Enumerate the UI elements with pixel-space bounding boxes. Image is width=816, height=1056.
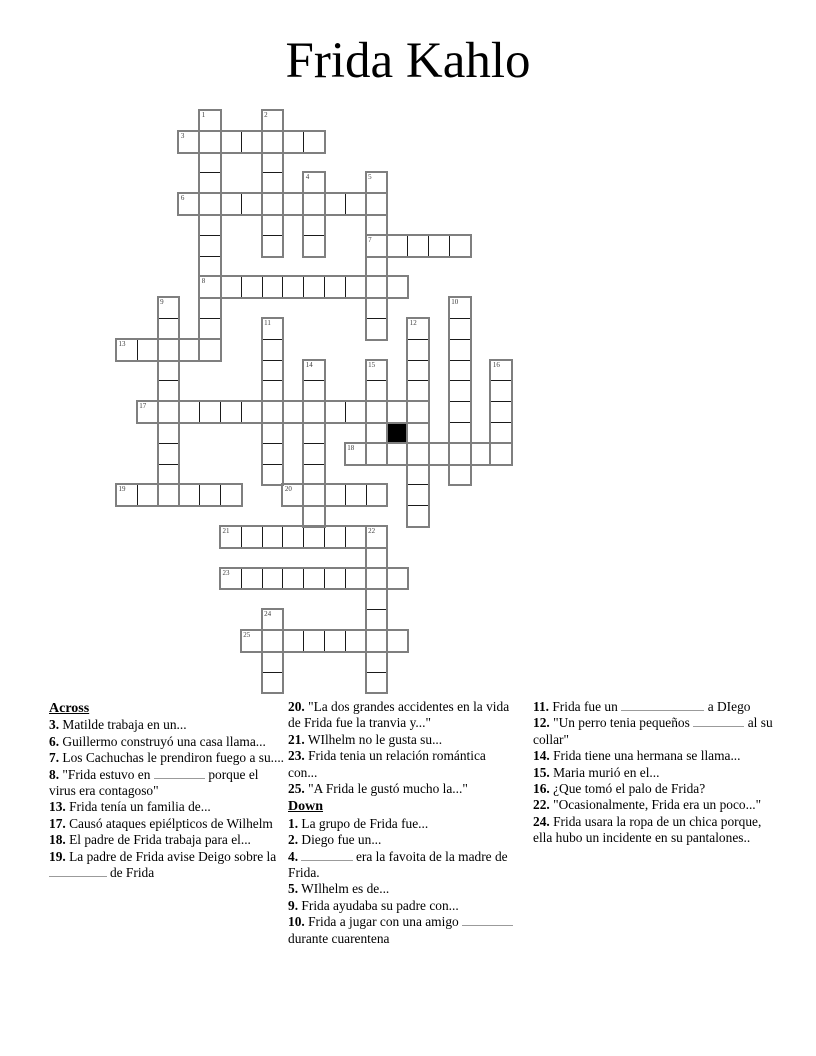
grid-cell[interactable] (366, 672, 388, 694)
grid-cell[interactable] (116, 339, 138, 361)
clue-15: 15. Maria murió en el... (533, 764, 660, 780)
clue-21: 21. WIlhelm no le gusta su... (288, 731, 443, 747)
grid-cell[interactable] (220, 193, 242, 215)
clue-2: 2. Diego fue un... (288, 832, 382, 848)
cell-number: 7 (368, 235, 372, 244)
grid-cell[interactable] (282, 568, 304, 590)
grid-cell[interactable] (407, 443, 429, 465)
grid-cell[interactable] (199, 214, 221, 236)
grid-cell[interactable] (158, 380, 180, 402)
black-cell (386, 422, 408, 444)
grid-cell[interactable] (158, 318, 180, 340)
grid-cell[interactable] (303, 193, 325, 215)
clue-number: 5. (288, 881, 299, 897)
clue-number: 6. (49, 733, 60, 749)
grid-cell[interactable] (470, 443, 492, 465)
answer-blank (462, 914, 513, 926)
grid-cell[interactable] (449, 401, 471, 423)
grid-cell[interactable] (366, 526, 388, 548)
cell-number: 17 (139, 402, 147, 411)
grid-cell[interactable] (158, 401, 180, 423)
grid-cell[interactable] (366, 297, 388, 319)
grid-cell[interactable] (178, 484, 200, 506)
clue-13: 13. Frida tenía un familia de... (49, 799, 211, 815)
grid-cell[interactable] (345, 484, 367, 506)
grid-cell[interactable] (366, 401, 388, 423)
grid-cell[interactable] (366, 484, 388, 506)
clue-5: 5. WIlhelm es de... (288, 881, 390, 897)
grid-cell[interactable] (116, 484, 138, 506)
grid-cell[interactable] (303, 172, 325, 194)
grid-cell[interactable] (345, 568, 367, 590)
grid-cell[interactable] (407, 339, 429, 361)
grid-cell[interactable] (178, 401, 200, 423)
clue-number: 2. (288, 832, 299, 848)
clue-number: 10. (288, 914, 305, 930)
grid-cell[interactable] (324, 401, 346, 423)
grid-cell[interactable] (490, 443, 512, 465)
grid-cell[interactable] (241, 276, 263, 298)
grid-cell[interactable] (178, 193, 200, 215)
grid-cell[interactable] (262, 464, 284, 486)
clue-3: 3. Matilde trabaja en un... (49, 717, 187, 733)
grid-cell[interactable] (366, 443, 388, 465)
grid-cell[interactable] (303, 443, 325, 465)
grid-cell[interactable] (449, 360, 471, 382)
grid-cell[interactable] (220, 401, 242, 423)
clue-20: 20. "La dos grandes accidentes en la vida de Frida fue la tranvia y..." (288, 699, 510, 731)
clue-number: 20. (288, 699, 305, 714)
grid-cell[interactable] (386, 568, 408, 590)
grid-cell[interactable] (449, 235, 471, 257)
grid-cell[interactable] (407, 235, 429, 257)
clue-number: 13. (49, 799, 66, 815)
grid-cell[interactable] (262, 110, 284, 132)
grid-cell[interactable] (262, 630, 284, 652)
answer-blank (301, 849, 352, 861)
grid-cell[interactable] (449, 318, 471, 340)
grid-cell[interactable] (262, 401, 284, 423)
grid-cell[interactable] (220, 276, 242, 298)
grid-cell[interactable] (303, 235, 325, 257)
grid-cell[interactable] (303, 422, 325, 444)
grid-cell[interactable] (262, 131, 284, 153)
clue-column-left (49, 699, 285, 881)
grid-cell[interactable] (303, 484, 325, 506)
grid-cell[interactable] (366, 172, 388, 194)
clue-4: 4. era la favoita de la madre de Frida. (288, 848, 508, 881)
answer-blank (621, 699, 704, 711)
grid-cell[interactable] (366, 276, 388, 298)
cell-number: 3 (180, 131, 185, 140)
cell-number: 18 (347, 443, 355, 452)
grid-cell[interactable] (345, 401, 367, 423)
grid-cell[interactable] (407, 380, 429, 402)
clue-column-middle (288, 699, 516, 947)
cell-number: 10 (451, 298, 459, 307)
grid-cell[interactable] (407, 422, 429, 444)
clue-9: 9. Frida ayudaba su padre con... (288, 897, 459, 913)
grid-cell[interactable] (241, 526, 263, 548)
clue-6: 6. Guillermo construyó una casa llama... (49, 733, 266, 749)
clue-10: 10. Frida a jugar con una amigo durante cuarentena (288, 914, 516, 947)
grid-cell[interactable] (428, 443, 450, 465)
cell-number: 1 (201, 111, 206, 119)
cell-number: 21 (222, 527, 230, 535)
grid-cell[interactable] (449, 443, 471, 465)
grid-cell[interactable] (262, 339, 284, 361)
grid-cell[interactable] (386, 443, 408, 465)
grid-cell[interactable] (199, 193, 221, 215)
grid-cell[interactable] (386, 401, 408, 423)
grid-cell[interactable] (366, 380, 388, 402)
grid-cell[interactable] (241, 131, 263, 153)
answer-blank (693, 715, 744, 727)
grid-cell[interactable] (366, 422, 388, 444)
grid-cell[interactable] (262, 360, 284, 382)
clue-14: 14. Frida tiene una hermana se llama... (533, 748, 741, 764)
cell-number: 13 (118, 339, 126, 348)
clue-number: 8. (49, 766, 60, 782)
grid-cell[interactable] (407, 505, 429, 527)
clue-7: 7. Los Cachuchas le prendiron fuego a su.... (49, 750, 285, 766)
grid-cell[interactable] (137, 484, 159, 506)
clue-number: 22. (533, 797, 550, 813)
clue-number: 18. (49, 832, 66, 848)
grid-cell[interactable] (262, 318, 284, 340)
grid-cell[interactable] (386, 235, 408, 257)
grid-cell[interactable] (199, 297, 221, 319)
grid-cell[interactable] (324, 526, 346, 548)
grid-cell[interactable] (282, 401, 304, 423)
grid-cell[interactable] (282, 526, 304, 548)
clue-17: 17. Causó ataques epiélpticos de Wilhelm (49, 815, 273, 831)
grid-cell[interactable] (137, 339, 159, 361)
cell-number: 11 (264, 319, 271, 327)
grid-cell[interactable] (345, 630, 367, 652)
grid-cell[interactable] (282, 193, 304, 215)
grid-cell[interactable] (158, 422, 180, 444)
clue-number: 9. (288, 897, 299, 913)
grid-cell[interactable] (158, 360, 180, 382)
clue-number: 19. (49, 848, 66, 864)
grid-cell[interactable] (449, 464, 471, 486)
cell-number: 20 (284, 485, 292, 494)
grid-cell[interactable] (303, 630, 325, 652)
clue-number: 3. (49, 717, 60, 733)
grid-cell[interactable] (303, 360, 325, 382)
clue-23: 23. Frida tenia un relación romántica con... (288, 748, 486, 780)
cell-number: 4 (305, 173, 310, 182)
grid-cell[interactable] (490, 360, 512, 382)
grid-cell[interactable] (490, 401, 512, 423)
grid-cell[interactable] (324, 568, 346, 590)
grid-cell[interactable] (241, 401, 263, 423)
grid-cell[interactable] (241, 630, 263, 652)
cell-number: 9 (160, 298, 164, 307)
clue-number: 4. (288, 848, 299, 864)
clue-18: 18. El padre de Frida trabaja para el... (49, 832, 251, 848)
grid-cell[interactable] (241, 568, 263, 590)
grid-cell[interactable] (282, 630, 304, 652)
grid-cell[interactable] (262, 568, 284, 590)
cell-number: 25 (243, 631, 251, 639)
grid-cell[interactable] (303, 568, 325, 590)
cell-number: 23 (222, 568, 230, 577)
cell-number: 5 (368, 173, 372, 182)
cell-number: 22 (368, 527, 376, 535)
grid-cell[interactable] (366, 256, 388, 278)
grid-cell[interactable] (386, 276, 408, 298)
grid-cell[interactable] (490, 380, 512, 402)
grid-cell[interactable] (407, 401, 429, 423)
clue-number: 17. (49, 815, 66, 831)
clue-25: 25. "A Frida le gustó mucho la..." (288, 781, 468, 797)
grid-cell[interactable] (449, 380, 471, 402)
grid-cell[interactable] (449, 297, 471, 319)
grid-cell[interactable] (366, 214, 388, 236)
grid-cell[interactable] (366, 568, 388, 590)
grid-cell[interactable] (303, 214, 325, 236)
grid-cell[interactable] (262, 214, 284, 236)
clue-11: 11. Frida fue un a DIego (533, 699, 751, 714)
grid-cell[interactable] (199, 110, 221, 132)
grid-cell[interactable] (199, 152, 221, 174)
page-title: Frida Kahlo (285, 33, 531, 89)
grid-cell[interactable] (282, 131, 304, 153)
clue-number: 1. (288, 815, 299, 831)
grid-cell[interactable] (366, 651, 388, 673)
clue-16: 16. ¿Que tomó el palo de Frida? (533, 781, 706, 797)
grid-cell[interactable] (220, 526, 242, 548)
grid-cell[interactable] (366, 547, 388, 569)
grid-cell[interactable] (366, 630, 388, 652)
grid-cell[interactable] (449, 339, 471, 361)
clue-number: 23. (288, 748, 305, 764)
cell-number: 14 (305, 360, 313, 369)
clue-number: 11. (533, 699, 549, 714)
grid-cell[interactable] (345, 276, 367, 298)
answer-blank (154, 767, 205, 779)
clue-column-right (533, 699, 783, 847)
grid-cell[interactable] (199, 484, 221, 506)
grid-cell[interactable] (199, 256, 221, 278)
grid-cell[interactable] (262, 526, 284, 548)
clue-number: 14. (533, 748, 550, 764)
grid-cell[interactable] (241, 193, 263, 215)
clue-1: 1. La grupo de Frida fue... (288, 815, 429, 831)
grid-cell[interactable] (220, 568, 242, 590)
grid-cell[interactable] (158, 339, 180, 361)
clue-number: 15. (533, 764, 550, 780)
grid-cell[interactable] (262, 380, 284, 402)
grid-cell[interactable] (262, 152, 284, 174)
grid-cell[interactable] (324, 630, 346, 652)
cell-number: 6 (180, 194, 185, 203)
grid-cell[interactable] (303, 276, 325, 298)
grid-cell[interactable] (199, 339, 221, 361)
clue-number: 25. (288, 781, 305, 797)
grid-cell[interactable] (262, 609, 284, 631)
crossword-grid[interactable] (116, 110, 512, 693)
grid-cell[interactable] (262, 422, 284, 444)
grid-cell[interactable] (324, 276, 346, 298)
grid-cell[interactable] (366, 318, 388, 340)
grid-cell[interactable] (220, 484, 242, 506)
grid-cell[interactable] (366, 235, 388, 257)
grid-cell[interactable] (428, 235, 450, 257)
clue-number: 24. (533, 813, 550, 829)
grid-cell[interactable] (345, 193, 367, 215)
clue-8: 8. "Frida estuvo en porque el virus era contagoso" (49, 766, 259, 799)
grid-cell[interactable] (449, 422, 471, 444)
grid-cell[interactable] (199, 318, 221, 340)
cell-number: 24 (264, 610, 272, 619)
clue-number: 12. (533, 715, 550, 731)
grid-cell[interactable] (262, 172, 284, 194)
grid-cell[interactable] (345, 526, 367, 548)
grid-cell[interactable] (262, 651, 284, 673)
clue-12: 12. "Un perro tenia pequeños al su collar" (533, 715, 773, 747)
grid-cell[interactable] (262, 276, 284, 298)
grid-cell[interactable] (324, 193, 346, 215)
grid-cell[interactable] (366, 360, 388, 382)
grid-cell[interactable] (137, 401, 159, 423)
grid-cell[interactable] (199, 235, 221, 257)
grid-cell[interactable] (262, 443, 284, 465)
clue-24: 24. Frida usara la ropa de un chica porque, ella hubo un incidente en su pantalones.. (533, 813, 762, 846)
down-header: Down (288, 799, 324, 815)
grid-cell[interactable] (158, 297, 180, 319)
grid-cell[interactable] (303, 464, 325, 486)
grid-cell[interactable] (303, 131, 325, 153)
grid-cell[interactable] (345, 443, 367, 465)
grid-cell[interactable] (282, 276, 304, 298)
clue-number: 21. (288, 731, 305, 747)
grid-cell[interactable] (407, 318, 429, 340)
answer-blank (49, 865, 107, 877)
cell-number: 12 (409, 319, 417, 327)
clue-22: 22. "Ocasionalmente, Frida era un poco..." (533, 797, 762, 813)
grid-cell[interactable] (366, 193, 388, 215)
grid-cell[interactable] (199, 276, 221, 298)
grid-cell[interactable] (282, 484, 304, 506)
grid-cell[interactable] (158, 484, 180, 506)
cell-number: 8 (201, 277, 206, 286)
grid-cell[interactable] (178, 131, 200, 153)
grid-cell[interactable] (303, 380, 325, 402)
cell-number: 15 (368, 360, 376, 369)
grid-cell[interactable] (220, 131, 242, 153)
cell-number: 19 (118, 485, 126, 494)
grid-cell[interactable] (407, 360, 429, 382)
grid-cell[interactable] (262, 193, 284, 215)
grid-cell[interactable] (178, 339, 200, 361)
grid-cell[interactable] (303, 401, 325, 423)
grid-cell[interactable] (158, 443, 180, 465)
across-header: Across (49, 701, 90, 716)
grid-cell[interactable] (199, 131, 221, 153)
clue-19: 19. La padre de Frida avise Deigo sobre la de Frida (49, 848, 277, 881)
cell-number: 16 (492, 360, 500, 369)
grid-cell[interactable] (262, 672, 284, 694)
grid-cell[interactable] (303, 526, 325, 548)
cell-number: 2 (264, 111, 268, 119)
clue-number: 16. (533, 781, 550, 797)
grid-cell[interactable] (366, 588, 388, 610)
grid-cell[interactable] (158, 464, 180, 486)
grid-cell[interactable] (386, 630, 408, 652)
grid-cell[interactable] (262, 235, 284, 257)
grid-cell[interactable] (199, 401, 221, 423)
grid-cell[interactable] (407, 484, 429, 506)
clue-number: 7. (49, 750, 60, 766)
grid-cell[interactable] (407, 464, 429, 486)
grid-cell[interactable] (490, 422, 512, 444)
grid-cell[interactable] (303, 505, 325, 527)
grid-cell[interactable] (366, 609, 388, 631)
grid-cell[interactable] (324, 484, 346, 506)
grid-cell[interactable] (199, 172, 221, 194)
